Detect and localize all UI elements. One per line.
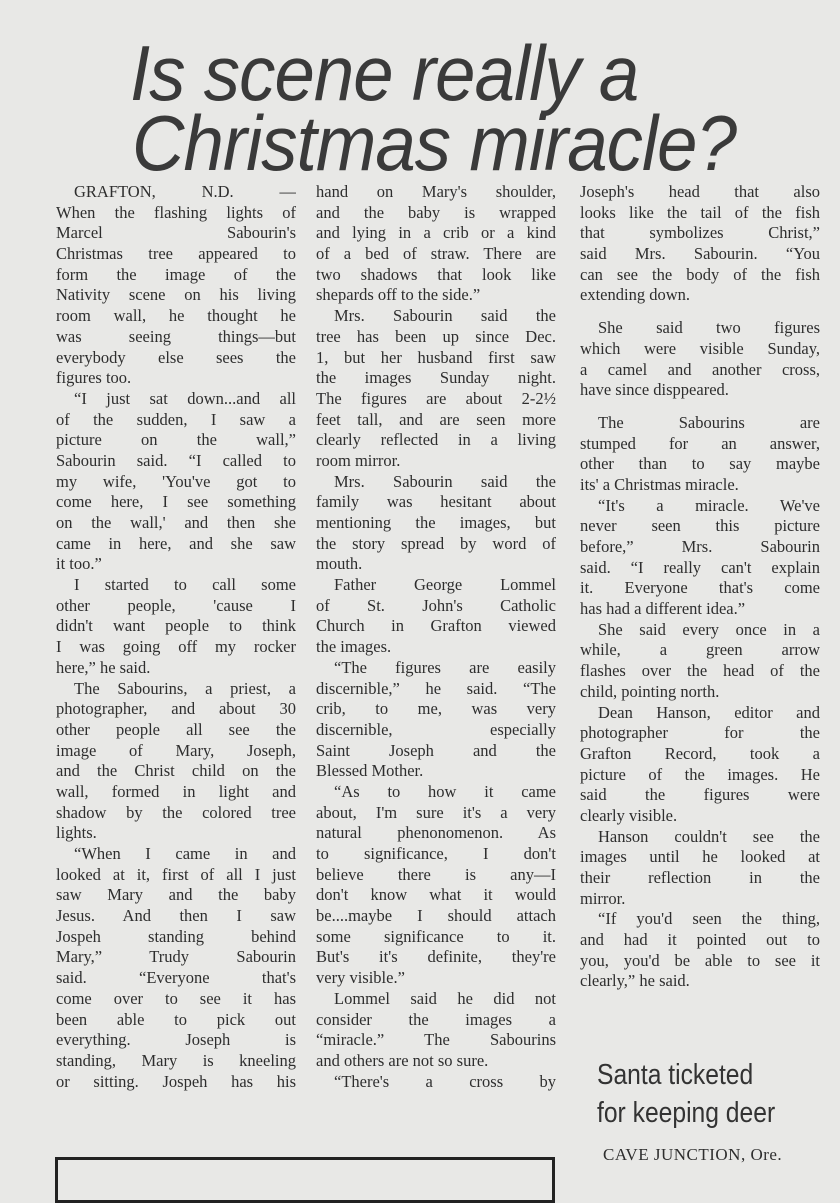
bordered-box bbox=[55, 1157, 555, 1203]
text-line: Church in Grafton viewed bbox=[316, 616, 556, 636]
text-line: and the Christ child on the bbox=[56, 761, 296, 781]
text-line: photographer for the bbox=[580, 723, 820, 743]
text-line: discernible,” he said. “The bbox=[316, 678, 556, 698]
text-line: “As to how it came bbox=[334, 781, 556, 801]
text-line: said Mrs. Sabourin. “You bbox=[580, 244, 820, 264]
text-line: some significance to it. bbox=[316, 926, 556, 946]
text-line: I started to call some bbox=[74, 575, 296, 595]
text-line: Marcel Sabourin's bbox=[56, 223, 296, 243]
text-line: don't know what it would bbox=[316, 885, 556, 905]
text-line: while, a green arrow bbox=[580, 640, 820, 660]
text-line: GRAFTON, N.D. — bbox=[74, 182, 296, 201]
paragraph bbox=[56, 389, 296, 575]
text-line: a camel and another cross, bbox=[580, 359, 820, 379]
text-line: family was hesitant about bbox=[316, 492, 556, 512]
text-line: She said two figures bbox=[598, 318, 820, 338]
text-line: Nativity scene on his living bbox=[56, 285, 296, 305]
text-line: flashes over the head of the bbox=[580, 661, 820, 681]
text-line: everybody else sees the bbox=[56, 347, 296, 367]
text-line: didn't want people to think bbox=[56, 616, 296, 636]
text-line: tree has been up since Dec. bbox=[316, 326, 556, 346]
paragraph bbox=[580, 496, 820, 620]
text-line: have since disppeared. bbox=[580, 380, 729, 400]
paragraph bbox=[580, 318, 820, 401]
text-line: you, you'd be able to see it bbox=[580, 950, 820, 970]
text-line: and had it pointed out to bbox=[580, 930, 820, 950]
text-line: been able to pick out bbox=[56, 1009, 296, 1029]
text-line: “I just sat down...and all bbox=[74, 388, 296, 408]
text-line: 1, but her husband first saw bbox=[316, 347, 556, 367]
text-line: other than to say maybe bbox=[580, 454, 820, 474]
text-line: Mrs. Sabourin said the bbox=[334, 306, 556, 326]
second-story-headline-line-2: for keeping deer bbox=[597, 1097, 776, 1129]
paragraph bbox=[316, 306, 556, 472]
text-line: figures too. bbox=[56, 368, 132, 388]
paragraph bbox=[316, 782, 556, 989]
text-line: shepards off to the side.” bbox=[316, 285, 481, 305]
second-story-dateline: CAVE JUNCTION, Ore. bbox=[603, 1145, 783, 1164]
text-line: Father George Lommel bbox=[334, 575, 556, 595]
text-line: Sabourin said. “I called to bbox=[56, 450, 296, 470]
paragraph bbox=[56, 575, 296, 678]
text-line: “There's a cross by bbox=[334, 1071, 556, 1091]
text-line: photographer, and about 30 bbox=[56, 699, 296, 719]
text-line: Lommel said he did not bbox=[334, 988, 556, 1008]
text-line: hand on Mary's shoulder, bbox=[316, 182, 556, 201]
article-column-2 bbox=[316, 182, 556, 1092]
text-line: I was going off my rocker bbox=[56, 637, 296, 657]
text-line: Dean Hanson, editor and bbox=[598, 702, 820, 722]
text-line: The figures are about 2-2½ bbox=[316, 388, 556, 408]
text-line: its' a Christmas miracle. bbox=[580, 474, 739, 494]
paragraph bbox=[316, 658, 556, 782]
text-line: Joseph's head that also bbox=[580, 182, 820, 201]
text-line: be....maybe I should attach bbox=[316, 906, 556, 926]
text-line: standing, Mary is kneeling bbox=[56, 1050, 296, 1070]
text-line: lights. bbox=[56, 823, 97, 843]
paragraph bbox=[316, 182, 556, 306]
text-line: stumped for an answer, bbox=[580, 433, 820, 453]
text-line: here,” he said. bbox=[56, 657, 151, 677]
text-line: the images Sunday night. bbox=[316, 368, 556, 388]
text-line: Hanson couldn't see the bbox=[598, 826, 820, 846]
text-line: consider the images a bbox=[316, 1009, 556, 1029]
text-line: their reflection in the bbox=[580, 868, 820, 887]
text-line: about, I'm sure it's a very bbox=[316, 802, 556, 822]
text-line: child, pointing north. bbox=[580, 681, 720, 701]
text-line: image of Mary, Joseph, bbox=[56, 740, 296, 760]
text-line: When the flashing lights of bbox=[56, 202, 296, 222]
text-line: Saint Joseph and the bbox=[316, 740, 556, 760]
text-line: of St. John's Catholic bbox=[316, 595, 556, 615]
text-line: extending down. bbox=[580, 285, 690, 305]
text-line: believe there is any—I bbox=[316, 864, 556, 884]
second-story-headline-line-1: Santa ticketed bbox=[597, 1059, 754, 1091]
text-line: shadow by the colored tree bbox=[56, 802, 296, 822]
text-line: can see the body of the fish bbox=[580, 264, 820, 284]
text-line: come here, I see something bbox=[56, 492, 296, 512]
text-line: the images. bbox=[316, 637, 392, 657]
text-line: everything. Joseph is bbox=[56, 1030, 296, 1050]
headline-line-1: Is scene really a bbox=[130, 29, 639, 117]
text-line: The Sabourins are bbox=[598, 412, 820, 432]
paragraph bbox=[56, 844, 296, 1092]
text-line: discernible, especially bbox=[316, 719, 556, 739]
text-line: it. Everyone that's come bbox=[580, 578, 820, 598]
article-column-1 bbox=[56, 182, 296, 1092]
text-line: Jospeh standing behind bbox=[56, 926, 296, 946]
text-line: mirror. bbox=[580, 888, 626, 908]
text-line: has had a different idea.” bbox=[580, 599, 746, 619]
text-line: feet tall, and are seen more bbox=[316, 409, 556, 429]
paragraph bbox=[56, 679, 296, 845]
text-line: that symbolizes Christ,” bbox=[580, 223, 820, 243]
paragraph bbox=[580, 182, 820, 306]
text-line: The Sabourins, a priest, a bbox=[74, 678, 296, 698]
text-line: room wall, he thought he bbox=[56, 306, 296, 326]
text-line: which were visible Sunday, bbox=[580, 338, 820, 358]
text-line: “If you'd seen the thing, bbox=[598, 909, 820, 929]
text-line: clearly reflected in a living bbox=[316, 430, 556, 450]
text-line: said the figures were bbox=[580, 785, 820, 805]
text-line: mouth. bbox=[316, 554, 363, 574]
text-line: never seen this picture bbox=[580, 516, 820, 536]
text-line: it too.” bbox=[56, 554, 102, 574]
text-line: “When I came in and bbox=[74, 844, 296, 863]
text-line: and others are not so sure. bbox=[316, 1050, 489, 1070]
text-line: Christmas tree appeared to bbox=[56, 244, 296, 264]
paragraph bbox=[316, 575, 556, 658]
text-line: two shadows that look like bbox=[316, 264, 556, 284]
text-line: said. “I really can't explain bbox=[580, 557, 820, 577]
text-line: clearly visible. bbox=[580, 805, 678, 825]
paragraph bbox=[56, 182, 296, 389]
text-line: said. “Everyone that's bbox=[56, 968, 296, 988]
text-line: form the image of the bbox=[56, 264, 296, 284]
paragraph bbox=[580, 827, 820, 910]
paragraph bbox=[580, 909, 820, 992]
text-line: the story spread by word of bbox=[316, 533, 556, 553]
headline-line-2: Christmas miracle? bbox=[132, 99, 737, 187]
text-line: and the baby is wrapped bbox=[316, 202, 556, 222]
text-line: Jesus. And then I saw bbox=[56, 906, 296, 926]
text-line: “The figures are easily bbox=[334, 657, 556, 677]
text-line: very visible.” bbox=[316, 968, 405, 988]
text-line: wall, formed in light and bbox=[56, 781, 296, 801]
text-line: clearly,” he said. bbox=[580, 971, 690, 991]
text-line: Mrs. Sabourin said the bbox=[334, 471, 556, 491]
text-line: images until he looked at bbox=[580, 847, 820, 867]
text-line: other people, 'cause I bbox=[56, 595, 296, 615]
text-line: of the sudden, I saw a bbox=[56, 409, 296, 429]
text-line: picture of the images. He bbox=[580, 764, 820, 784]
article-column-3 bbox=[580, 182, 820, 992]
text-line: to significance, I don't bbox=[316, 844, 556, 863]
text-line: mentioning the images, but bbox=[316, 513, 556, 532]
paragraph bbox=[580, 413, 820, 496]
text-line: on the wall,' and then she bbox=[56, 513, 296, 532]
text-line: room mirror. bbox=[316, 450, 401, 470]
text-line: was seeing things—but bbox=[56, 326, 296, 346]
text-line: Blessed Mother. bbox=[316, 761, 424, 781]
text-line: But's it's definite, they're bbox=[316, 947, 556, 967]
paragraph bbox=[316, 989, 556, 1072]
text-line: before,” Mrs. Sabourin bbox=[580, 537, 820, 556]
paragraph bbox=[316, 1072, 556, 1093]
text-line: saw Mary and the baby bbox=[56, 885, 296, 905]
text-line: come over to see it has bbox=[56, 988, 296, 1008]
text-line: “miracle.” The Sabourins bbox=[316, 1030, 556, 1050]
text-line: “It's a miracle. We've bbox=[598, 495, 820, 515]
text-line: other people all see the bbox=[56, 719, 296, 739]
text-line: my wife, 'You've got to bbox=[56, 471, 296, 491]
text-line: and lying in a crib or a kind bbox=[316, 223, 556, 243]
text-line: Mary,” Trudy Sabourin bbox=[56, 947, 296, 967]
text-line: or sitting. Jospeh has his bbox=[56, 1071, 296, 1091]
paragraph bbox=[316, 472, 556, 575]
text-line: came in here, and she saw bbox=[56, 533, 296, 553]
paragraph bbox=[580, 703, 820, 827]
text-line: of a bed of straw. There are bbox=[316, 244, 556, 264]
text-line: looks like the tail of the fish bbox=[580, 202, 820, 222]
paragraph bbox=[580, 620, 820, 703]
text-line: crib, to me, was very bbox=[316, 699, 556, 719]
text-line: Grafton Record, took a bbox=[580, 743, 820, 763]
text-line: looked at it, first of all I just bbox=[56, 864, 296, 884]
text-line: natural phenonomenon. As bbox=[316, 823, 556, 843]
text-line: She said every once in a bbox=[598, 619, 820, 639]
text-line: picture on the wall,” bbox=[56, 430, 296, 450]
